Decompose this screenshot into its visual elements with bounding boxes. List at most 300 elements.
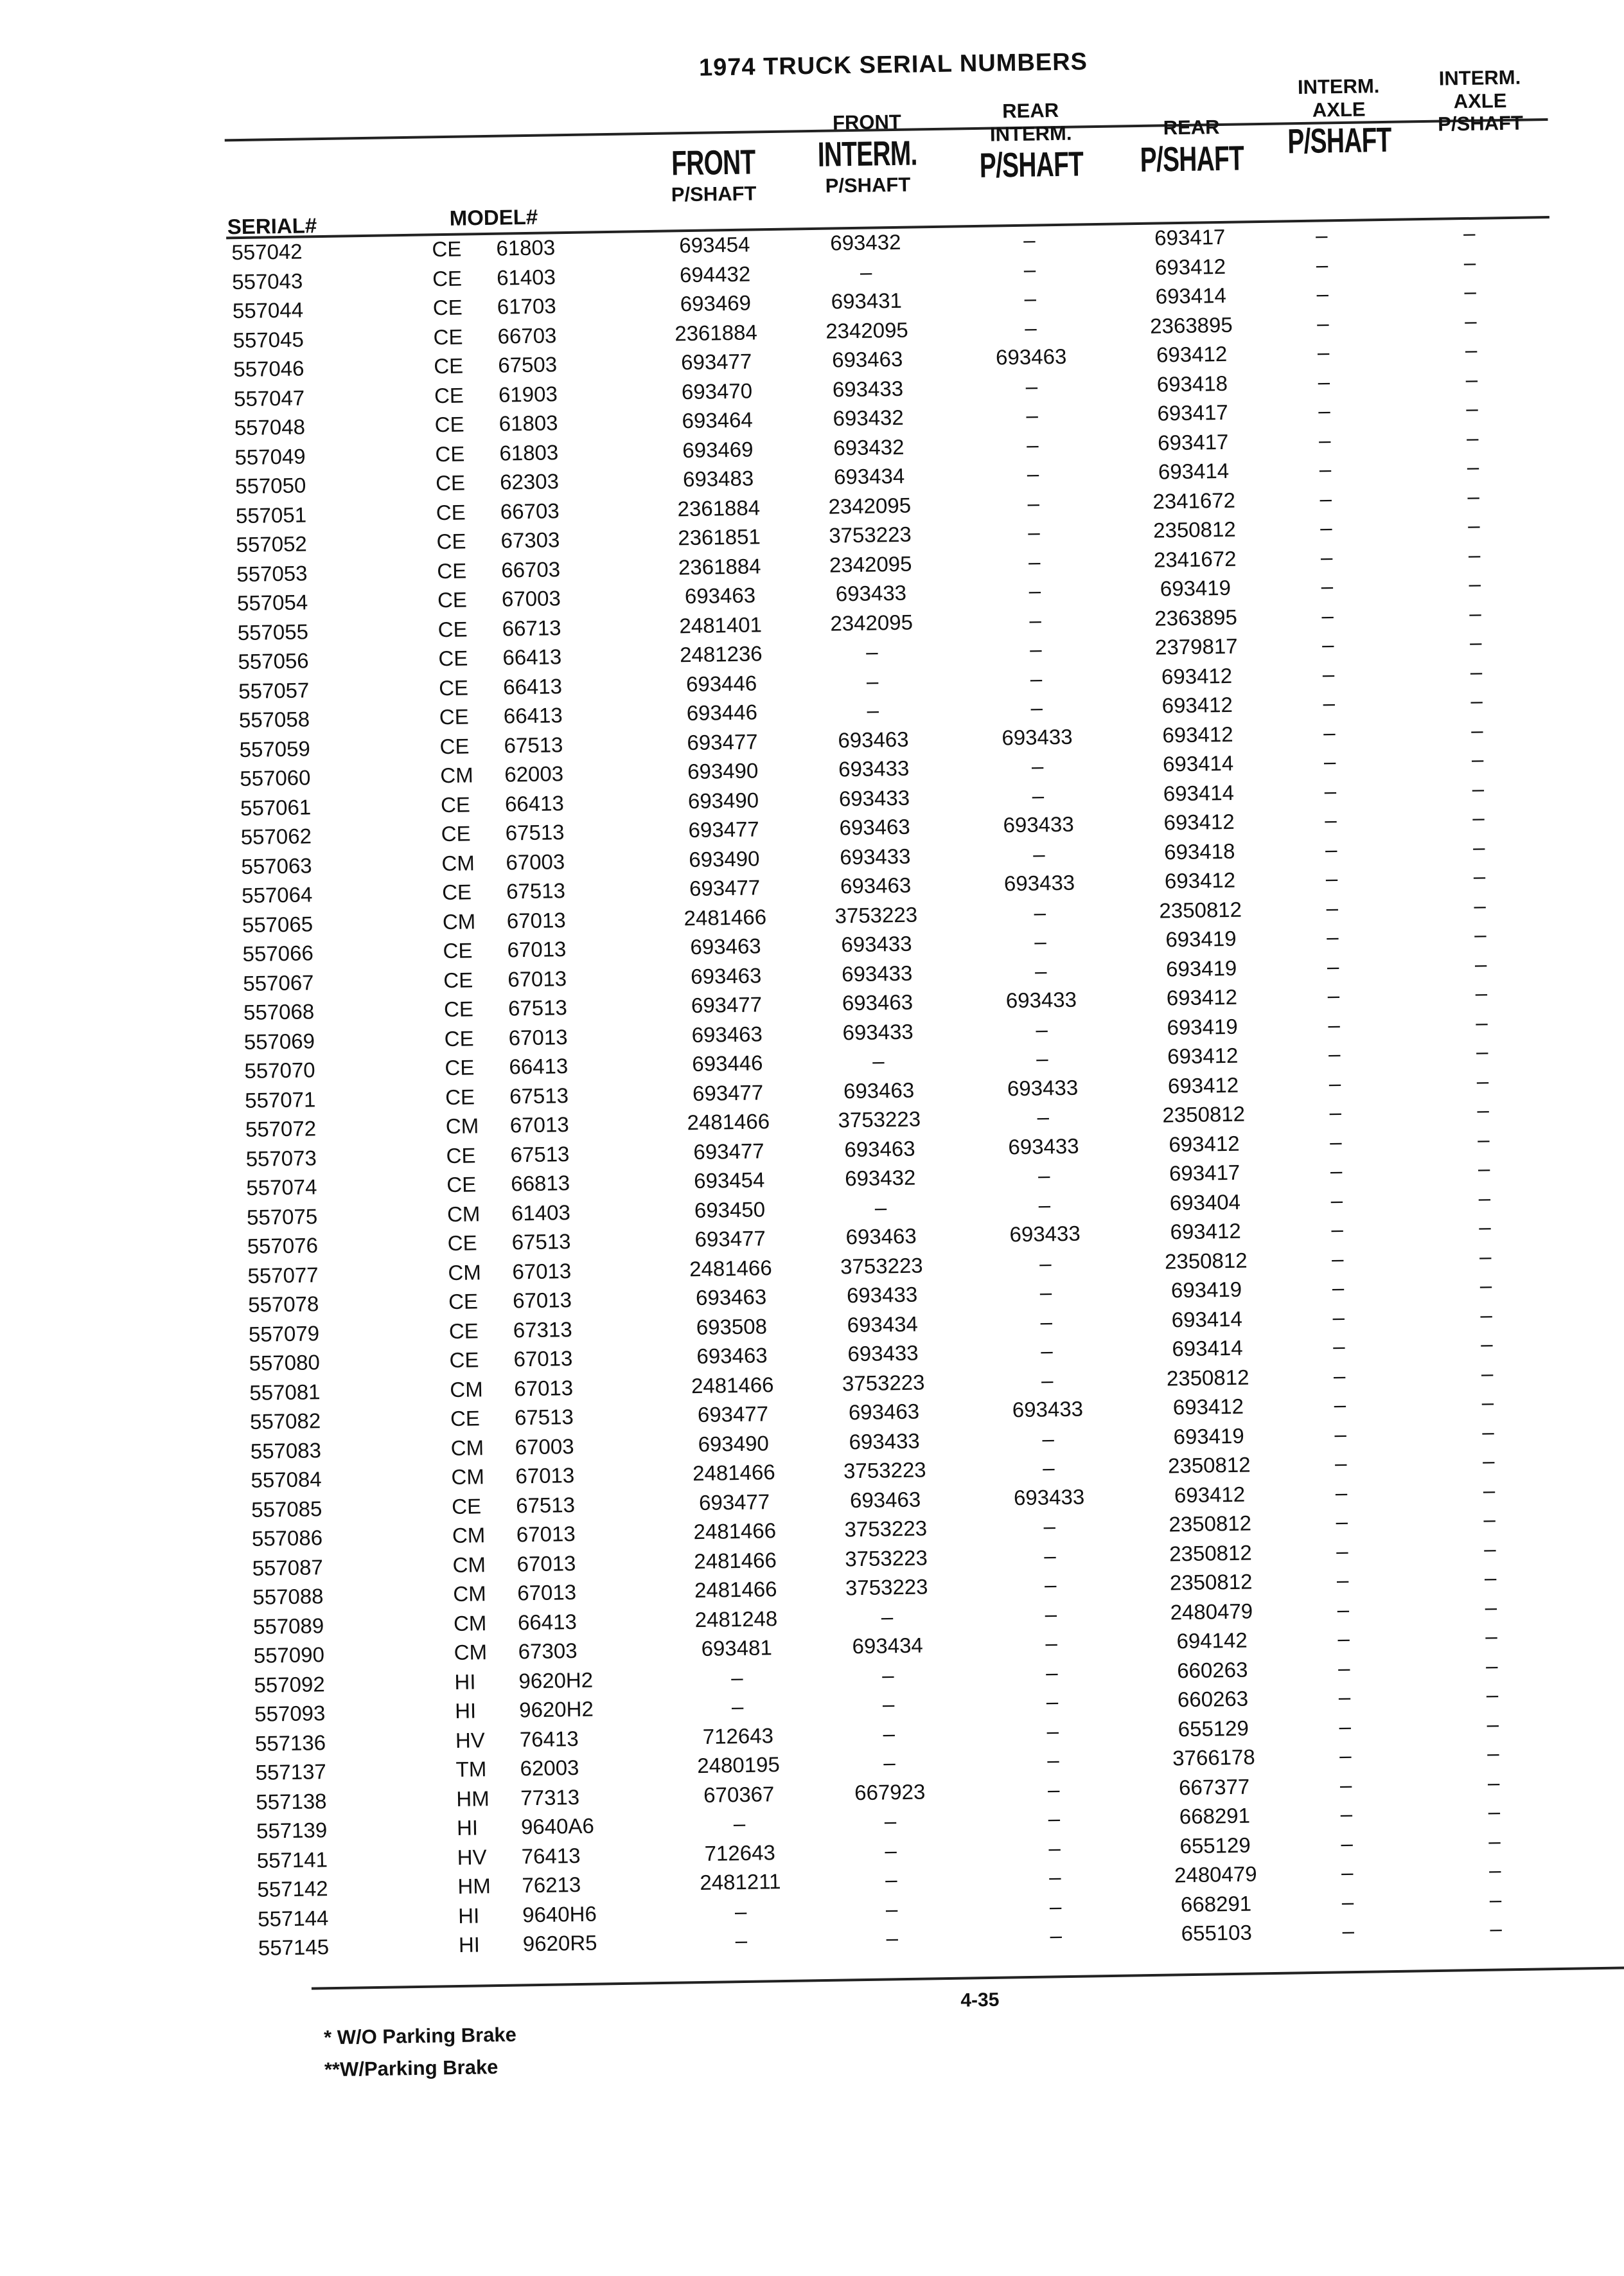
interm-axle-pshaft-cell: – [1337,1626,1350,1651]
model-prefix-cell: CE [434,383,464,407]
rear-pshaft-cell: 2480479 [1170,1598,1253,1624]
model-number-cell: 66413 [502,645,562,670]
model-prefix-cell: CE [439,733,470,758]
front-pshaft-cell: 693490 [687,758,759,784]
rear-interm-pshaft-cell: – [1040,1309,1053,1334]
serial-cell: 557055 [237,619,309,645]
interm-axle-pshaft-cell: – [1336,1538,1348,1563]
interm-axle-2-pshaft-cell: – [1463,250,1476,274]
model-prefix-cell: CE [440,792,471,817]
front-interm-pshaft-cell: 2342095 [828,493,912,519]
interm-axle-2-pshaft-cell: – [1466,396,1478,421]
front-interm-pshaft-cell: 693463 [844,1136,915,1161]
rear-interm-pshaft-cell: – [1029,607,1042,632]
front-pshaft-cell: 693450 [694,1196,766,1222]
front-pshaft-cell: 693454 [693,1168,765,1193]
front-interm-pshaft-cell: 3753223 [838,1107,921,1132]
rear-interm-pshaft-cell: – [1024,286,1037,310]
header-front-pshaft-title: FRONT [671,143,755,183]
rear-pshaft-cell: 2350812 [1169,1511,1252,1536]
front-interm-pshaft-cell: 693433 [849,1428,921,1454]
header-rear-interm-title: P/SHAFT [979,145,1084,186]
serial-cell: 557045 [233,326,304,352]
interm-axle-pshaft-cell: – [1332,1334,1345,1358]
header-rear-interm-mid: INTERM. [989,121,1072,146]
interm-axle-pshaft-cell: – [1340,1802,1353,1826]
front-interm-pshaft-cell: 693433 [835,580,907,606]
front-interm-pshaft-cell: – [885,1896,898,1921]
serial-cell: 557075 [246,1204,318,1229]
serial-cell: 557145 [258,1935,330,1960]
front-pshaft-cell: 693463 [690,934,761,959]
serial-cell: 557079 [248,1320,320,1346]
interm-axle-2-pshaft-cell: – [1480,1331,1493,1356]
rear-interm-pshaft-cell: – [1049,1894,1062,1919]
interm-axle-2-pshaft-cell: – [1467,454,1479,479]
model-number-cell: 66813 [511,1171,570,1196]
rear-interm-pshaft-cell: – [1050,1923,1063,1948]
rear-pshaft-cell: 2350812 [1162,1101,1246,1127]
rear-pshaft-cell: 668291 [1179,1803,1251,1829]
model-prefix-cell: CE [434,353,464,378]
interm-axle-pshaft-cell: – [1328,1012,1341,1037]
model-number-cell: 66413 [503,703,563,728]
model-number-cell: 67013 [517,1580,577,1605]
front-interm-pshaft-cell: – [881,1604,894,1629]
front-pshaft-cell: 2481466 [694,1577,777,1603]
model-number-cell: 9640H6 [522,1901,597,1926]
model-prefix-cell: CM [451,1464,485,1489]
model-prefix-cell: CE [436,500,466,524]
front-interm-pshaft-cell: 693433 [842,1019,914,1044]
model-number-cell: 67003 [515,1434,574,1459]
rear-pshaft-cell: 693412 [1162,722,1233,747]
front-pshaft-cell: 712643 [704,1840,776,1865]
serial-cell: 557092 [254,1671,325,1697]
header-rear-pshaft [1117,115,1266,180]
rear-interm-pshaft-cell: 693433 [1002,724,1073,749]
serial-cell: 557072 [245,1116,317,1142]
interm-axle-pshaft-cell: – [1326,925,1339,949]
rear-interm-pshaft-cell: – [1034,958,1047,983]
front-pshaft-cell: 693477 [697,1401,769,1427]
front-pshaft-cell: 693463 [696,1343,768,1369]
front-pshaft-cell: 2481211 [700,1869,781,1895]
serial-cell: 557139 [256,1818,328,1843]
rear-pshaft-cell: 693412 [1161,663,1233,689]
front-interm-pshaft-cell: – [882,1692,895,1716]
rear-pshaft-cell: 693412 [1170,1218,1241,1244]
front-interm-pshaft-cell: 693463 [848,1399,920,1425]
serial-cell: 557086 [251,1525,323,1551]
model-prefix-cell: CE [451,1493,482,1518]
rear-interm-pshaft-cell: – [1025,374,1038,398]
rear-pshaft-cell: 2350812 [1152,517,1236,542]
rear-pshaft-cell: 693414 [1162,751,1234,776]
front-interm-pshaft-cell: 3753223 [845,1574,928,1600]
model-number-cell: 9620R5 [522,1930,597,1956]
model-number-cell: 67013 [516,1551,576,1576]
model-prefix-cell: HI [458,1932,481,1957]
serial-cell: 557074 [246,1175,317,1200]
interm-axle-2-pshaft-cell: – [1470,659,1483,684]
interm-axle-pshaft-cell: – [1333,1363,1346,1387]
front-pshaft-cell: 693463 [684,583,756,609]
rear-interm-pshaft-cell: – [1027,520,1040,544]
front-interm-pshaft-cell: – [867,698,879,722]
interm-axle-2-pshaft-cell: – [1464,279,1477,304]
model-prefix-cell: CE [432,266,463,290]
rear-interm-pshaft-cell: – [1034,900,1046,925]
interm-axle-pshaft-cell: – [1341,1889,1354,1914]
rear-interm-pshaft-cell: 693433 [1005,987,1077,1013]
rear-pshaft-cell: 693412 [1174,1482,1246,1507]
front-interm-pshaft-cell: – [866,668,879,693]
header-front-interm-sub: P/SHAFT [825,173,911,197]
interm-axle-pshaft-cell: – [1335,1480,1348,1504]
rear-interm-pshaft-cell: – [1039,1250,1052,1276]
rear-interm-pshaft-cell: – [1048,1835,1061,1860]
rear-interm-pshaft-cell: – [1034,929,1046,954]
model-number-cell: 67303 [500,528,560,553]
front-pshaft-cell: 693477 [693,1138,764,1164]
rear-interm-pshaft-cell: – [1043,1514,1056,1538]
front-pshaft-cell: 693464 [682,407,754,433]
serial-cell: 557081 [249,1379,321,1405]
interm-axle-pshaft-cell: – [1330,1187,1343,1212]
model-number-cell: 62303 [499,469,560,494]
serial-cell: 557093 [254,1701,326,1726]
header-interm-axle2-top: INTERM. [1438,66,1521,90]
model-number-cell: 66703 [497,323,557,348]
rear-pshaft-cell: 693412 [1161,692,1233,718]
front-pshaft-cell: 2481401 [679,612,763,637]
model-number-cell: 67303 [518,1639,578,1664]
model-number-cell: 9620H2 [518,1667,594,1693]
rear-interm-pshaft-cell: – [1046,1718,1059,1743]
front-pshaft-cell: 693469 [680,290,752,316]
rear-interm-pshaft-cell: 693433 [1008,1134,1079,1159]
model-number-cell: 67013 [507,937,567,962]
serial-cell: 557144 [257,1905,329,1931]
serial-cell: 557078 [247,1292,319,1317]
interm-axle-2-pshaft-cell: – [1478,1186,1491,1210]
rear-pshaft-cell: 693412 [1167,1043,1239,1069]
interm-axle-2-pshaft-cell: – [1476,1010,1488,1035]
rear-interm-pshaft-cell: – [1030,695,1043,720]
rear-interm-pshaft-cell: – [1045,1631,1058,1655]
rear-interm-pshaft-cell: – [1042,1455,1055,1480]
model-number-cell: 67513 [504,732,563,758]
model-prefix-cell: CE [432,295,463,320]
model-number-cell: 66413 [509,1054,569,1079]
interm-axle-2-pshaft-cell: – [1478,1156,1490,1180]
model-prefix-cell: CE [438,646,468,671]
serial-cell: 557136 [254,1730,326,1756]
header-interm-axle [1264,74,1413,162]
interm-axle-pshaft-cell: – [1320,544,1333,569]
interm-axle-2-pshaft-cell: – [1479,1214,1492,1239]
model-number-cell: 67513 [514,1405,574,1430]
header-front-pshaft-sub: P/SHAFT [671,182,757,206]
serial-cell: 557057 [238,677,310,703]
model-number-cell: 67013 [506,907,566,933]
serial-cell: 557138 [256,1788,327,1814]
rear-pshaft-cell: 2341672 [1152,488,1236,513]
serial-cell: 557071 [244,1087,316,1112]
interm-axle-pshaft-cell: – [1329,1129,1342,1154]
rear-pshaft-cell: 3766178 [1172,1745,1255,1770]
front-interm-pshaft-cell: 693433 [846,1282,918,1308]
front-pshaft-cell: 712643 [702,1723,774,1748]
serial-cell: 557061 [240,794,312,820]
rear-interm-pshaft-cell: – [1026,403,1039,427]
model-prefix-cell: CE [437,617,468,641]
rear-interm-pshaft-cell: – [1037,1105,1050,1129]
front-interm-pshaft-cell: 693433 [840,844,911,869]
front-interm-pshaft-cell: 693463 [843,1078,915,1103]
rear-interm-pshaft-cell: – [1027,490,1040,515]
front-interm-pshaft-cell: – [885,1867,897,1892]
model-prefix-cell: CE [445,1055,475,1080]
interm-axle-2-pshaft-cell: – [1465,367,1478,391]
interm-axle-pshaft-cell: – [1320,486,1332,511]
serial-cell: 557077 [247,1262,319,1288]
rear-pshaft-cell: 693414 [1171,1306,1243,1331]
interm-axle-pshaft-cell: – [1319,457,1332,481]
model-prefix-cell: CE [449,1347,479,1373]
interm-axle-2-pshaft-cell: – [1490,1916,1503,1941]
rear-pshaft-cell: 693412 [1167,1072,1239,1098]
serial-cell: 557087 [252,1554,324,1580]
front-pshaft-cell: 693477 [688,817,760,842]
model-number-cell: 67013 [508,966,567,991]
front-pshaft-cell: 693446 [692,1051,763,1076]
model-number-cell: 61403 [496,264,556,290]
front-interm-pshaft-cell: 2342095 [829,551,912,577]
interm-axle-pshaft-cell: – [1334,1451,1347,1475]
interm-axle-2-pshaft-cell: – [1472,776,1485,801]
rear-interm-pshaft-cell: 693433 [1007,1075,1079,1100]
model-prefix-cell: CE [433,325,463,349]
model-prefix-cell: CE [446,1142,476,1168]
front-interm-pshaft-cell: 693463 [838,727,909,752]
serial-cell: 557068 [243,999,315,1025]
interm-axle-pshaft-cell: – [1339,1772,1352,1797]
interm-axle-2-pshaft-cell: – [1485,1653,1498,1678]
interm-axle-pshaft-cell: – [1321,574,1334,598]
front-interm-pshaft-cell: 693463 [840,873,912,898]
rear-pshaft-cell: 693419 [1167,1014,1238,1039]
model-number-cell: 76213 [522,1872,581,1898]
front-interm-pshaft-cell: – [885,1838,897,1863]
rear-interm-pshaft-cell: – [1028,549,1041,574]
interm-axle-pshaft-cell: – [1324,778,1337,803]
model-number-cell: 66413 [502,673,563,699]
front-interm-pshaft-cell: 693433 [841,961,913,986]
model-prefix-cell: CM [442,909,476,934]
model-number-cell: 62003 [520,1755,579,1781]
interm-axle-pshaft-cell: – [1327,983,1340,1008]
header-front-interm-top: FRONT [832,110,902,134]
model-number-cell: 61903 [498,381,558,407]
front-interm-pshaft-cell: 693432 [833,434,905,460]
front-interm-pshaft-cell: – [865,639,878,664]
model-number-cell: 67013 [513,1346,573,1371]
rear-pshaft-cell: 2363895 [1154,605,1238,630]
front-interm-pshaft-cell: 3753223 [834,902,918,928]
rear-pshaft-cell: 693417 [1169,1160,1240,1186]
front-pshaft-cell: – [735,1928,748,1953]
rear-pshaft-cell: 693418 [1156,371,1228,396]
front-interm-pshaft-cell: 693433 [838,785,910,810]
model-prefix-cell: CE [443,967,473,992]
model-number-cell: 61803 [499,440,559,465]
model-prefix-cell: CM [454,1640,488,1665]
interm-axle-2-pshaft-cell: – [1471,747,1484,771]
rear-pshaft-cell: 2350812 [1169,1540,1252,1566]
front-interm-pshaft-cell: – [874,1195,887,1220]
model-prefix-cell: CM [445,1114,479,1139]
model-number-cell: 67513 [505,820,565,845]
interm-axle-pshaft-cell: – [1323,749,1336,774]
model-prefix-cell: CE [441,821,471,846]
interm-axle-2-pshaft-cell: – [1469,571,1481,596]
serial-cell: 557142 [257,1876,328,1901]
model-number-cell: 9640A6 [520,1813,595,1839]
interm-axle-2-pshaft-cell: – [1482,1419,1495,1444]
interm-axle-2-pshaft-cell: – [1476,1069,1489,1093]
model-number-cell: 67313 [513,1317,572,1342]
rear-pshaft-cell: 2350812 [1166,1365,1249,1391]
interm-axle-2-pshaft-cell: – [1483,1507,1496,1531]
model-prefix-cell: CM [450,1376,483,1401]
interm-axle-2-pshaft-cell: – [1465,337,1478,362]
header-rear-top: REAR [1163,116,1220,139]
front-interm-pshaft-cell: 693434 [847,1311,919,1337]
interm-axle-2-pshaft-cell: – [1480,1302,1493,1327]
header-serial: SERIAL# [227,213,317,239]
model-prefix-cell: TM [455,1757,487,1781]
model-number-cell: 67013 [512,1258,572,1284]
interm-axle-pshaft-cell: – [1318,427,1331,452]
model-prefix-cell: HV [457,1844,487,1869]
model-prefix-cell: CE [445,1084,475,1109]
serial-cell: 557046 [233,356,304,382]
rear-interm-pshaft-cell: 693433 [1012,1396,1084,1422]
interm-axle-2-pshaft-cell: – [1472,835,1485,859]
model-number-cell: 9620H2 [518,1696,594,1722]
rear-interm-pshaft-cell: – [1036,1046,1048,1071]
interm-axle-2-pshaft-cell: – [1488,1858,1501,1882]
model-number-cell: 67513 [509,1083,569,1108]
model-number-cell: 76413 [519,1726,579,1751]
header-rear-title: P/SHAFT [1140,139,1244,179]
serial-cell: 557073 [245,1145,317,1171]
front-interm-pshaft-cell: 3753223 [828,522,912,547]
rear-interm-pshaft-cell: – [1044,1572,1057,1597]
rear-interm-pshaft-cell: 693433 [1013,1484,1085,1509]
rear-pshaft-cell: 668291 [1180,1891,1252,1916]
front-interm-pshaft-cell: 693463 [845,1223,917,1249]
model-prefix-cell: CE [443,938,473,963]
rear-interm-pshaft-cell: – [1042,1426,1055,1451]
rear-pshaft-cell: 693417 [1157,429,1229,455]
rear-pshaft-cell: 2350812 [1164,1248,1248,1274]
interm-axle-pshaft-cell: – [1318,369,1330,394]
front-interm-pshaft-cell: – [860,260,872,284]
interm-axle-pshaft-cell: – [1323,691,1336,715]
interm-axle-2-pshaft-cell: – [1481,1361,1494,1385]
model-prefix-cell: CE [444,1026,474,1051]
table-bottom-rule [312,1966,1624,1989]
front-pshaft-cell: 2361884 [674,319,758,345]
rear-pshaft-cell: 693417 [1154,224,1226,250]
rear-pshaft-cell: 667377 [1178,1774,1250,1799]
rear-interm-pshaft-cell: – [1032,841,1045,866]
front-interm-pshaft-cell: – [881,1662,894,1687]
model-number-cell: 67513 [511,1229,571,1254]
serial-cell: 557043 [231,268,303,294]
rear-interm-pshaft-cell: – [1032,783,1045,808]
page-title: 1974 TRUCK SERIAL NUMBERS [698,48,1088,82]
front-pshaft-cell: 670367 [703,1781,775,1807]
front-interm-pshaft-cell: 693463 [839,814,910,840]
interm-axle-pshaft-cell: – [1341,1860,1354,1885]
rear-pshaft-cell: 693412 [1172,1394,1244,1419]
serial-cell: 557059 [239,736,311,761]
model-prefix-cell: CE [448,1289,479,1314]
rear-interm-pshaft-cell: – [1048,1806,1061,1831]
model-prefix-cell: CE [435,441,465,466]
front-pshaft-cell: 693508 [696,1313,768,1339]
rear-interm-pshaft-cell: – [1044,1543,1056,1568]
front-pshaft-cell: 693477 [687,729,758,754]
rear-pshaft-cell: 693414 [1163,780,1235,806]
interm-axle-pshaft-cell: – [1334,1421,1347,1446]
model-prefix-cell: CE [450,1406,481,1431]
front-pshaft-cell: 693477 [689,875,761,901]
front-pshaft-cell: 2481248 [694,1606,778,1631]
model-prefix-cell: CE [447,1231,477,1256]
interm-axle-pshaft-cell: – [1325,866,1338,891]
rear-interm-pshaft-cell: – [1036,1017,1048,1042]
front-interm-pshaft-cell: 693433 [847,1340,919,1366]
model-prefix-cell: CE [438,675,469,700]
header-front-interm [790,110,945,198]
interm-axle-2-pshaft-cell: – [1470,688,1483,713]
model-number-cell: 67013 [516,1522,576,1547]
interm-axle-pshaft-cell: – [1328,1042,1341,1066]
interm-axle-2-pshaft-cell: – [1486,1682,1499,1707]
serial-cell: 557137 [255,1759,327,1784]
front-pshaft-cell: 693490 [698,1430,770,1456]
serial-cell: 557089 [252,1613,324,1639]
interm-axle-pshaft-cell: – [1326,895,1339,920]
serial-cell: 557066 [242,941,314,966]
rear-pshaft-cell: 693412 [1154,254,1226,280]
interm-axle-2-pshaft-cell: – [1474,893,1487,918]
model-prefix-cell: CM [452,1523,486,1548]
interm-axle-2-pshaft-cell: – [1469,630,1482,654]
model-prefix-cell: CM [453,1610,487,1635]
rear-interm-pshaft-cell: – [1031,754,1044,778]
front-interm-pshaft-cell: 693463 [842,990,914,1015]
front-pshaft-cell: 2361884 [677,495,761,520]
rear-interm-pshaft-cell: – [1047,1748,1059,1772]
rear-interm-pshaft-cell: – [1026,432,1039,457]
serial-cell: 557080 [249,1350,321,1375]
